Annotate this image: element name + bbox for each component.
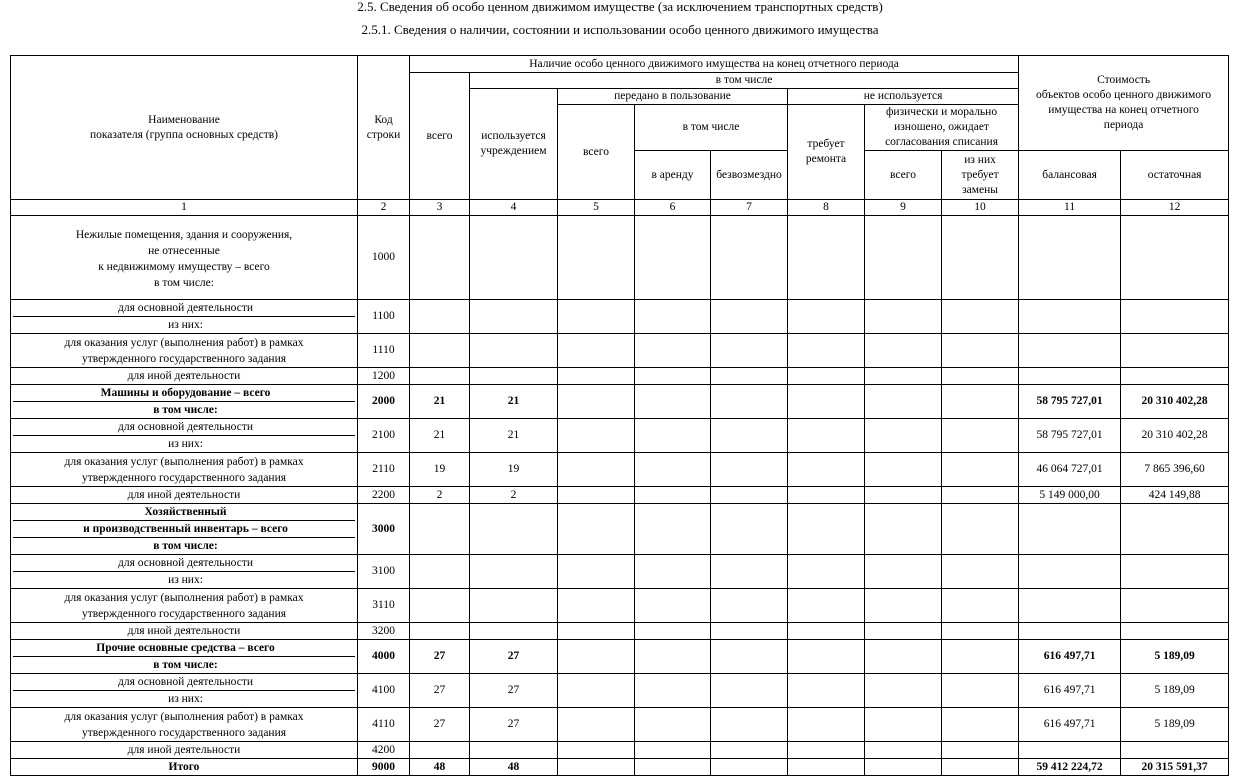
header-free: безвозмездно	[711, 151, 788, 200]
header-code: Код строки	[358, 56, 410, 200]
header-including: в том числе	[470, 73, 1019, 89]
header-residual: остаточная	[1121, 151, 1229, 200]
table-row: для оказания услуг (выполнения работ) в рамках утвержденного государственного задания 2110 19 19 46 064 727,01 7 865 396,60	[11, 453, 1229, 487]
header-replace: из них требует замены	[942, 151, 1019, 200]
table-row: для оказания услуг (выполнения работ) в рамках утвержденного государственного задания 1110	[11, 334, 1229, 368]
valuable-property-table	[10, 55, 1229, 776]
header-worn-total: всего	[865, 151, 942, 200]
table-row: для основной деятельности из них: 1100	[11, 300, 1229, 334]
column-numbers-row: 1 2 3 4 5 6 7 8 9 10 11 12	[11, 200, 1229, 216]
header-worn: физически и морально изношено, ожидает согласования списания	[865, 105, 1019, 151]
table-row: Прочие основные средства – всего в том числе: 4000 27 27 616 497,71 5 189,09	[11, 640, 1229, 674]
header-lease: в аренду	[635, 151, 711, 200]
table-row: Хозяйственный и производственный инвентарь – всего в том числе: 3000	[11, 504, 1229, 555]
table-row: для оказания услуг (выполнения работ) в рамках утвержденного государственного задания 3110	[11, 589, 1229, 623]
header-total: всего	[410, 73, 470, 200]
table-row: для иной деятельности 4200	[11, 742, 1229, 759]
header-transferred-total: всего	[558, 105, 635, 200]
table-row: для основной деятельности из них: 2100 21 21 58 795 727,01 20 310 402,28	[11, 419, 1229, 453]
total-row: Итого 9000 48 48 59 412 224,72 20 315 591,37	[11, 759, 1229, 776]
section-title: 2.5. Сведения об особо ценном движимом имуществе (за исключением транспортных средств)	[357, 0, 883, 14]
subsection-title: 2.5.1. Сведения о наличии, состоянии и использовании особо ценного движимого имущества	[361, 22, 879, 37]
table-row: для иной деятельности 3200	[11, 623, 1229, 640]
table-row: Нежилые помещения, здания и сооружения, не отнесенные к недвижимому имуществу – всего в том числе: 1000	[11, 216, 1229, 300]
header-not-used: не используется	[788, 89, 1019, 105]
header-balance: балансовая	[1019, 151, 1121, 200]
header-cost: Стоимость объектов особо ценного движимого имущества на конец отчетного периода	[1019, 56, 1229, 151]
header-repair: требует ремонта	[788, 105, 865, 200]
table-row: для иной деятельности 2200 2 2 5 149 000,00 424 149,88	[11, 487, 1229, 504]
header-transferred: передано в пользование	[558, 89, 788, 105]
table-row: для иной деятельности 1200	[11, 368, 1229, 385]
header-used: используется учреждением	[470, 89, 558, 200]
table-row: для оказания услуг (выполнения работ) в рамках утвержденного государственного задания 4110 27 27 616 497,71 5 189,09	[11, 708, 1229, 742]
table-row: для основной деятельности из них: 4100 27 27 616 497,71 5 189,09	[11, 674, 1229, 708]
header-name: Наименование показателя (группа основных средств)	[11, 56, 358, 200]
header-transferred-including: в том числе	[635, 105, 788, 151]
table-row: Машины и оборудование – всего в том числе: 2000 21 21 58 795 727,01 20 310 402,28	[11, 385, 1229, 419]
table-row: для основной деятельности из них: 3100	[11, 555, 1229, 589]
header-availability: Наличие особо ценного движимого имущества на конец отчетного периода	[410, 56, 1019, 73]
